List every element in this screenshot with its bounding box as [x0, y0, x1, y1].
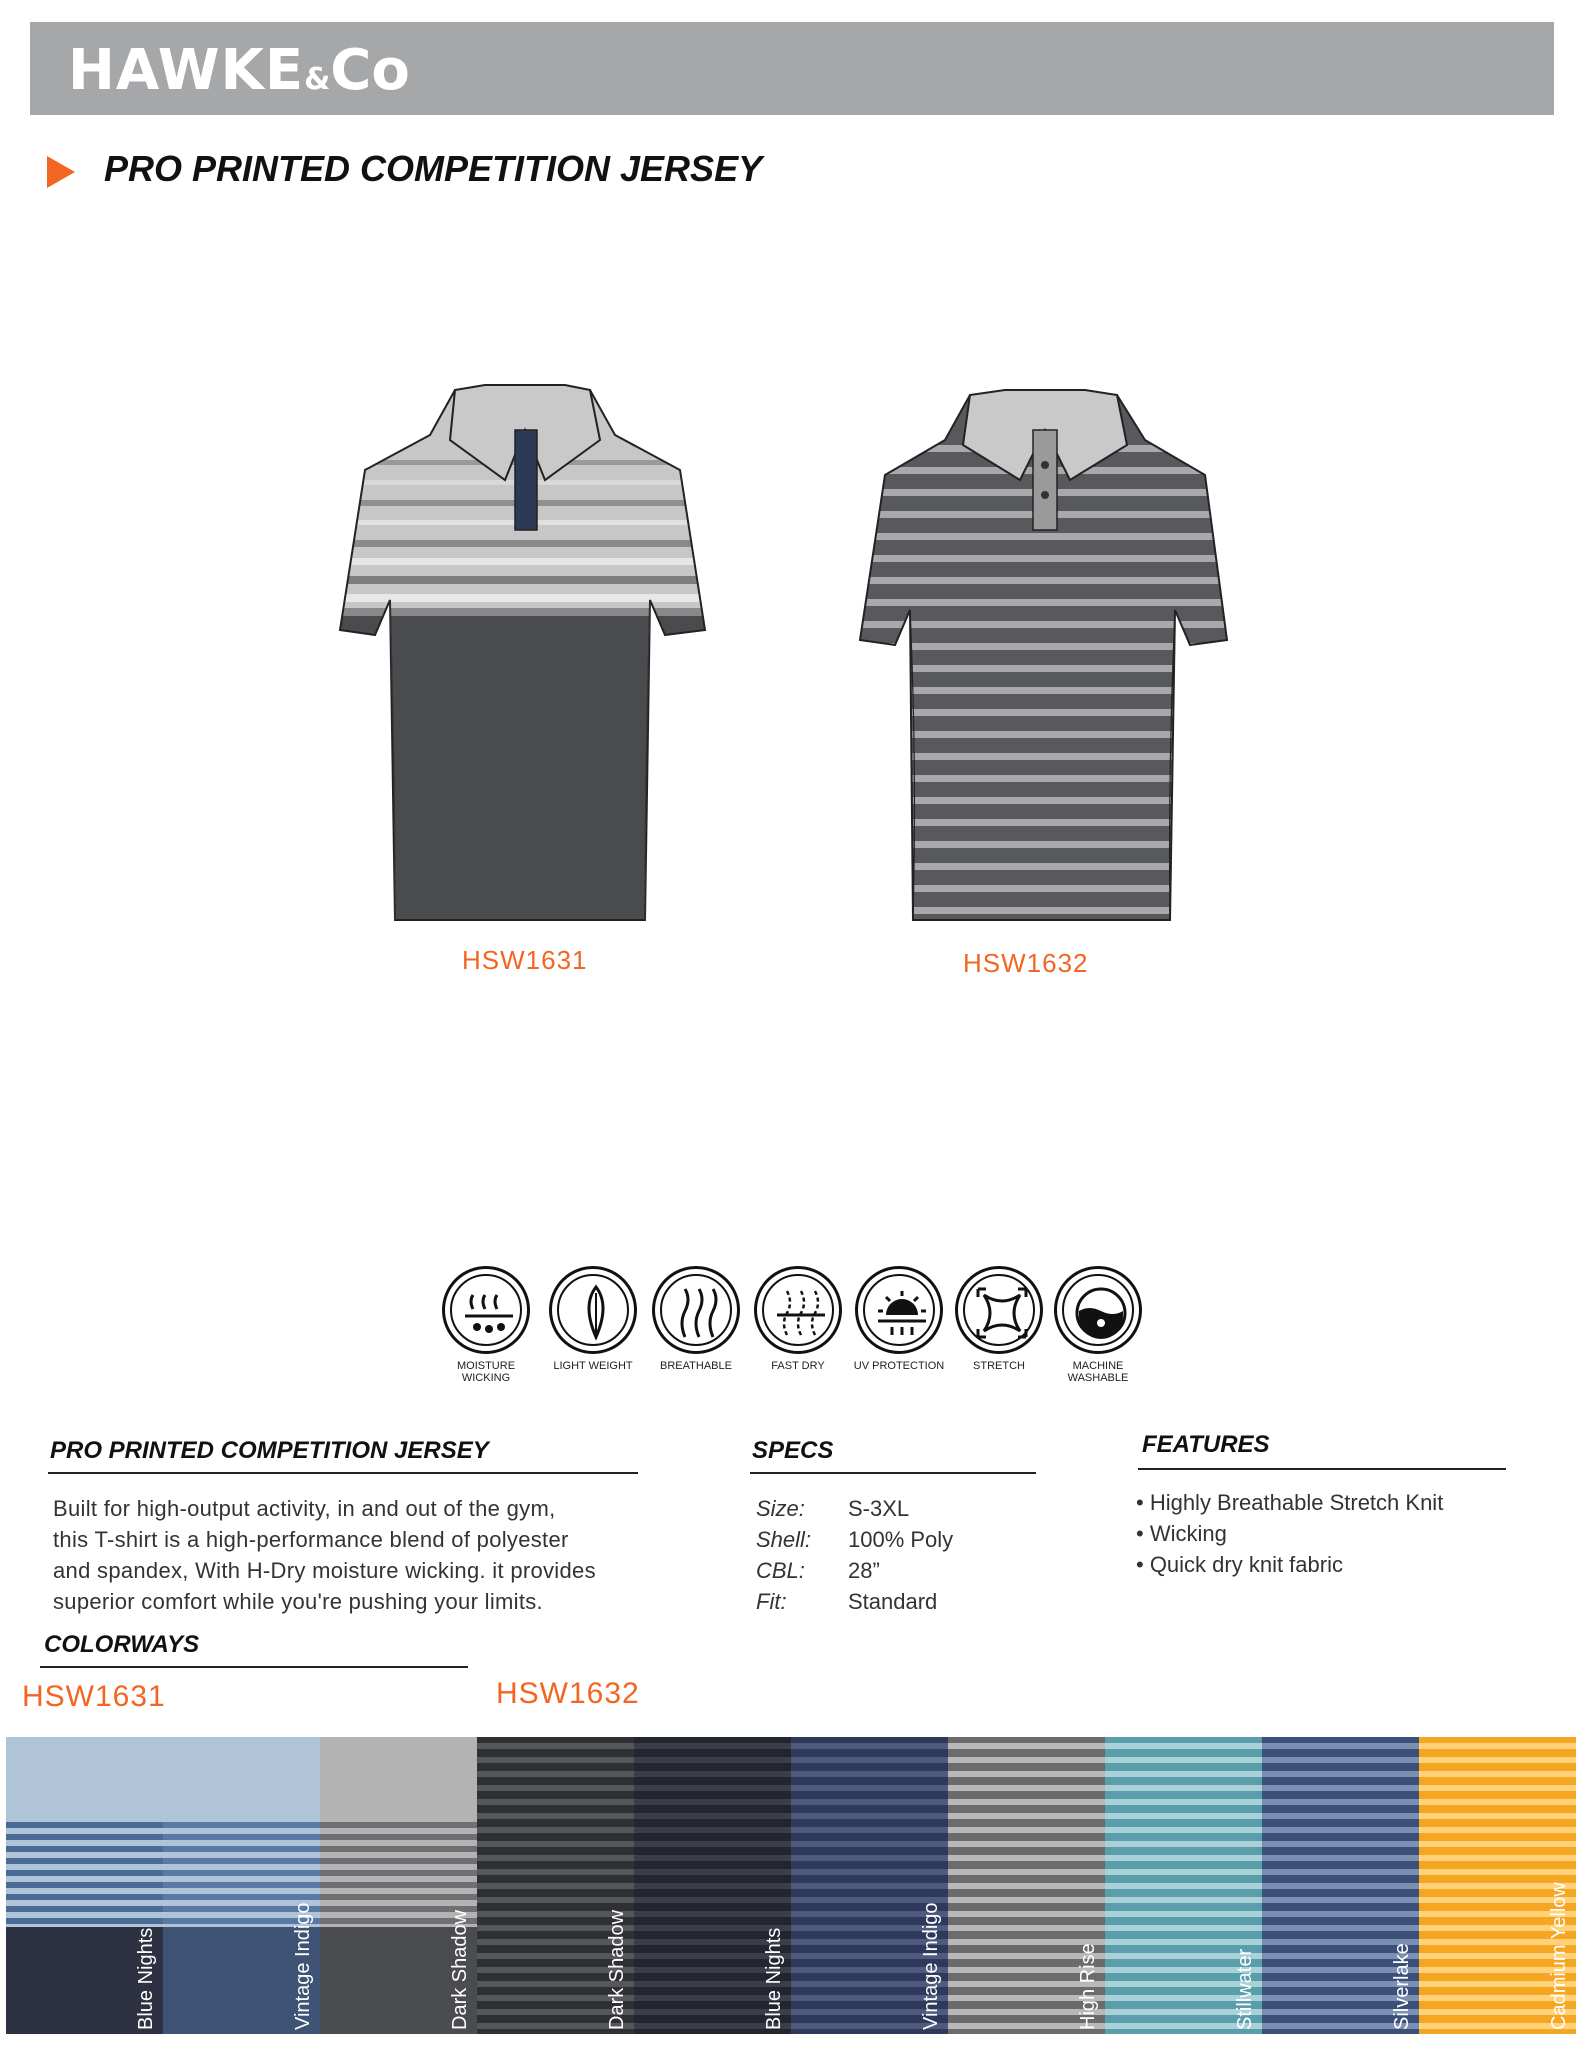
feature-icon-breathable: BREATHABLE — [646, 1266, 746, 1372]
features-heading: FEATURES — [1142, 1431, 1270, 1458]
colorway-swatch — [1419, 1737, 1576, 2034]
feature-icon-moisture-wicking: MOISTURE WICKING — [436, 1266, 536, 1384]
feature-icon-machine-washable: MACHINE WASHABLE — [1048, 1266, 1148, 1384]
page-title: PRO PRINTED COMPETITION JERSEY — [104, 148, 763, 189]
colorway-swatch — [1105, 1737, 1262, 2034]
colorway-swatch — [634, 1737, 791, 2034]
colorway-swatch-label: High Rise — [1076, 1943, 1099, 2030]
colorway-swatch — [320, 1737, 477, 2034]
colorway-swatch-label: Blue Nights — [134, 1927, 157, 2030]
feature-item: • Quick dry knit fabric — [1136, 1552, 1343, 1577]
colorway-swatch — [163, 1737, 320, 2034]
stretch-icon — [955, 1266, 1043, 1354]
features-rule — [1138, 1468, 1506, 1470]
description-text: Built for high-output activity, in and out of the gym, this T-shirt is a high-performance blend of polyester and spandex, With H-Dry moisture wicking. it provides superior comfort while you're pushing your limits. — [53, 1496, 596, 1614]
title-arrow-icon — [47, 156, 75, 188]
specs-rule — [750, 1472, 1036, 1474]
colorway-swatch-label: Vintage Indigo — [919, 1902, 942, 2030]
colorway-swatch-label: Vintage Indigo — [291, 1902, 314, 2030]
colorway-swatch-label: Dark Shadow — [448, 1909, 471, 2030]
shirt-code-hsw1632: HSW1632 — [963, 948, 1089, 978]
colorway-swatch-label: Cadmium Yellow — [1547, 1882, 1570, 2030]
shirt-illustration-hsw1631 — [335, 380, 715, 930]
colorway-swatch — [791, 1737, 948, 2034]
brand-logo: HAWKE&Co — [68, 38, 410, 103]
breathable-icon — [652, 1266, 740, 1354]
colorway-swatch-label: Dark Shadow — [605, 1909, 628, 2030]
colorway-swatch-label: Silverlake — [1390, 1943, 1413, 2030]
uv-protection-icon — [855, 1266, 943, 1354]
machine-washable-icon — [1054, 1266, 1142, 1354]
colorway-swatch — [948, 1737, 1105, 2034]
feature-icon-fast-dry: FAST DRY — [748, 1266, 848, 1372]
colorway-swatch — [6, 1737, 163, 2034]
shirt-illustration-hsw1632 — [855, 385, 1235, 930]
feature-icon-light-weight: LIGHT WEIGHT — [543, 1266, 643, 1372]
colorways-heading: COLORWAYS — [44, 1631, 200, 1658]
feature-item: • Highly Breathable Stretch Knit — [1136, 1490, 1444, 1515]
shirt-code-hsw1631: HSW1631 — [462, 945, 588, 975]
feature-icon-stretch: STRETCH — [949, 1266, 1049, 1372]
colorway-group-hsw1631: HSW1631 — [22, 1680, 166, 1713]
light-weight-icon — [549, 1266, 637, 1354]
feature-icon-uv-protection: UV PROTECTION — [849, 1266, 949, 1372]
description-heading: PRO PRINTED COMPETITION JERSEY — [50, 1437, 489, 1464]
description-rule — [48, 1472, 638, 1474]
colorways-rule — [40, 1666, 468, 1668]
specs-heading: SPECS — [752, 1437, 834, 1464]
colorway-group-hsw1632: HSW1632 — [496, 1677, 640, 1710]
colorway-swatch — [1262, 1737, 1419, 2034]
moisture-wicking-icon — [442, 1266, 530, 1354]
feature-item: • Wicking — [1136, 1521, 1227, 1546]
colorway-swatch-label: Stillwater — [1233, 1948, 1256, 2030]
fast-dry-icon — [754, 1266, 842, 1354]
colorway-swatch — [477, 1737, 634, 2034]
colorway-swatch-label: Blue Nights — [762, 1927, 785, 2030]
